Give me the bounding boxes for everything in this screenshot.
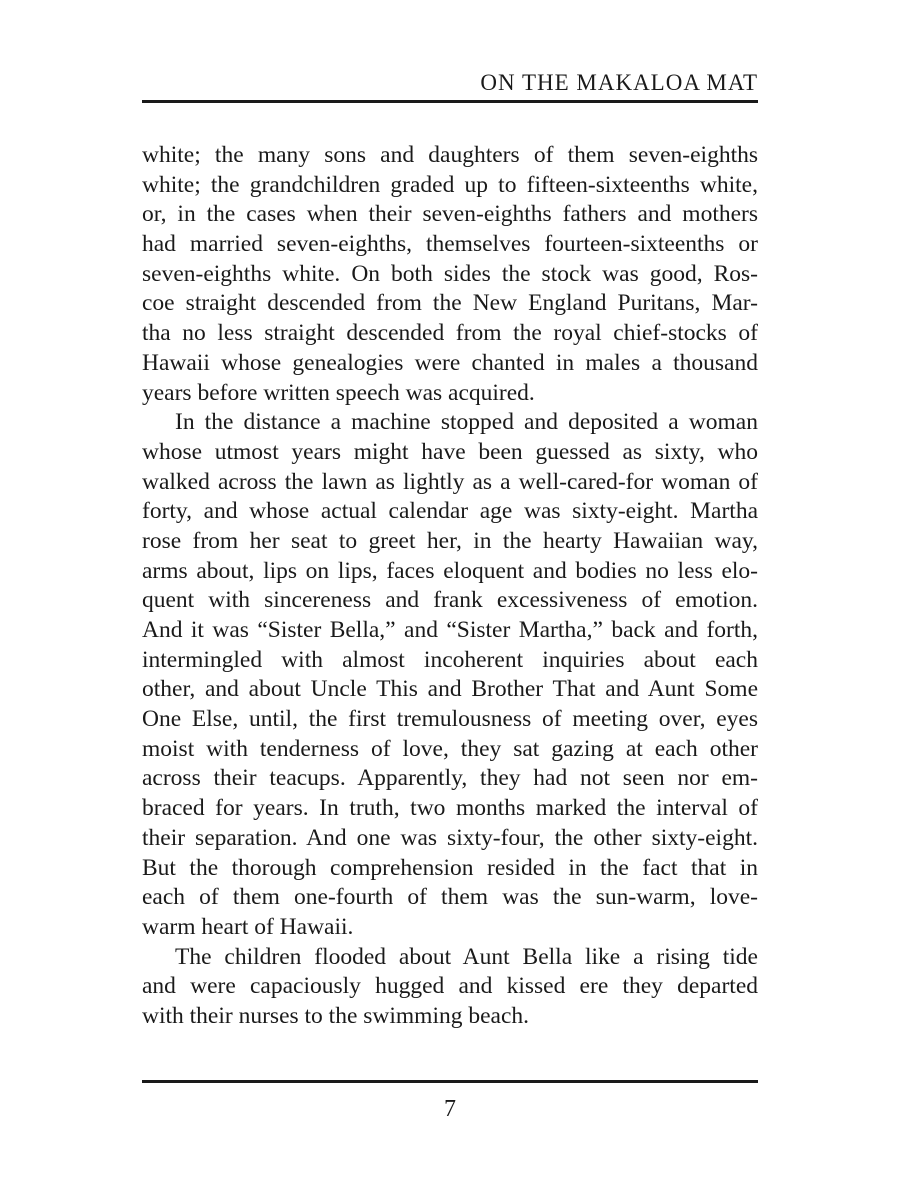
paragraph-3: [142, 943, 758, 1032]
text-line: had married seven-eighths, themselves fourteen-sixteenths or: [142, 231, 758, 258]
header-rule: [142, 100, 758, 103]
text-line: intermingled with almost incoherent inquiries about each: [142, 646, 758, 673]
text-line: braced for years. In truth, two months marked the interval of: [142, 795, 758, 822]
text-line: white; the grandchildren graded up to fifteen-sixteenths white,: [142, 171, 758, 198]
text-line: seven-eighths white. On both sides the stock was good, Ros-: [142, 260, 758, 287]
text-line: moist with tenderness of love, they sat gazing at each other: [142, 735, 758, 762]
paragraph-1: [142, 141, 758, 408]
text-line: coe straight descended from the New England Puritans, Mar-: [142, 290, 758, 317]
body-text: [142, 141, 758, 1032]
text-line: arms about, lips on lips, faces eloquent and bodies no less elo-: [142, 557, 758, 584]
text-line: forty, and whose actual calendar age was sixty-eight. Martha: [142, 498, 758, 525]
text-line: tha no less straight descended from the royal chief-stocks of: [142, 320, 758, 347]
footer-rule: [142, 1080, 758, 1083]
text-line: rose from her seat to greet her, in the hearty Hawaiian way,: [142, 527, 758, 554]
text-line: their separation. And one was sixty-four, the other sixty-eight.: [142, 824, 758, 851]
text-line: other, and about Uncle This and Brother That and Aunt Some: [142, 676, 758, 703]
text-line: with their nurses to the swimming beach.: [142, 1002, 530, 1029]
text-line: years before written speech was acquired.: [142, 379, 535, 406]
text-line: across their teacups. Apparently, they had not seen nor em-: [142, 765, 758, 792]
text-line: And it was “Sister Bella,” and “Sister Martha,” back and forth,: [142, 617, 758, 643]
text-line: But the thorough comprehension resided in the fact that in: [142, 854, 758, 881]
text-line: One Else, until, the first tremulousness of meeting over, eyes: [142, 706, 758, 733]
text-line: In the distance a machine stopped and deposited a woman: [175, 409, 758, 436]
text-line: The children flooded about Aunt Bella like a rising tide: [175, 943, 758, 970]
text-line: or, in the cases when their seven-eighths fathers and mothers: [142, 201, 758, 228]
running-head-title: ON THE MAKALOA MAT: [480, 70, 758, 95]
text-line: whose utmost years might have been guessed as sixty, who: [142, 438, 758, 465]
page-number: 7: [444, 1096, 456, 1122]
text-line: and were capaciously hugged and kissed ere they departed: [142, 973, 758, 1000]
paragraph-2: [142, 408, 758, 942]
text-line: warm heart of Hawaii.: [142, 913, 354, 940]
text-line: walked across the lawn as lightly as a well-cared-for woman of: [142, 468, 758, 495]
text-line: quent with sincereness and frank excessiveness of emotion.: [142, 587, 758, 614]
text-line: white; the many sons and daughters of them seven-eighths: [142, 142, 758, 168]
text-line: Hawaii whose genealogies were chanted in males a thousand: [142, 349, 758, 376]
text-line: each of them one-fourth of them was the sun-warm, love-: [142, 884, 758, 911]
